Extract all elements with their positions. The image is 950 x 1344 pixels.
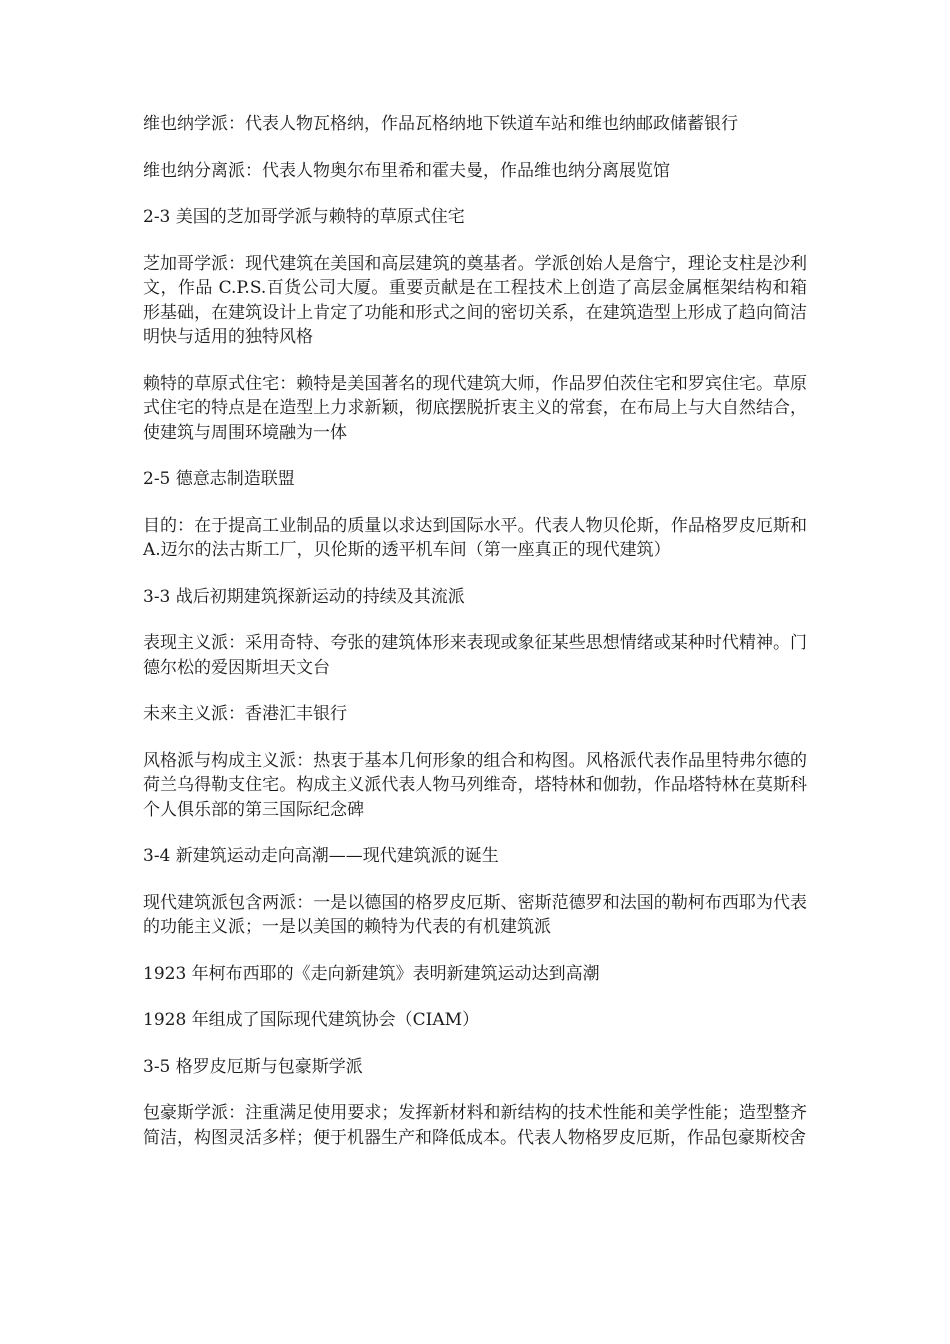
section-heading-3-3: 3-3 战后初期建筑探新运动的持续及其流派 [143,586,465,607]
section-heading-2-3: 2-3 美国的芝加哥学派与赖特的草原式住宅 [143,207,465,227]
section-heading-3-4: 3-4 新建筑运动走向高潮——现代建筑派的诞生 [143,846,499,866]
paragraph-vienna-school: 维也纳学派：代表人物瓦格纳，作品瓦格纳地下铁道车站和维也纳邮政储蓄银行 [143,114,738,134]
paragraph-1928: 1928 年组成了国际现代建筑协会（CIAM） [143,1010,480,1030]
paragraph-1923: 1923 年柯布西耶的《走向新建筑》表明新建筑运动达到高潮 [143,963,600,984]
paragraph-werkbund-goal: 目的：在于提高工业制品的质量以求达到国际水平。代表人物贝伦斯，作品格罗皮厄斯和 A.迈尔的法古斯工厂，贝伦斯的透平机车间（第一座真正的现代建筑） [143,515,807,560]
paragraph-vienna-secession: 维也纳分离派：代表人物奥尔布里希和霍夫曼，作品维也纳分离展览馆 [143,160,670,181]
document-page [143,112,807,1172]
section-heading-3-5: 3-5 格罗皮厄斯与包豪斯学派 [143,1056,363,1077]
paragraph-futurism: 未来主义派：香港汇丰银行 [143,704,347,724]
paragraph-bauhaus: 包豪斯学派：注重满足使用要求；发挥新材料和新结构的技术性能和美学性能；造型整齐简洁，构图灵活多样；便于机器生产和降低成本。代表人物格罗皮厄斯，作品包豪斯校舍 [143,1103,807,1148]
paragraph-chicago-school: 芝加哥学派：现代建筑在美国和高层建筑的奠基者。学派创始人是詹宁，理论支柱是沙利文，作品 C.P.S.百货公司大厦。重要贡献是在工程技术上创造了高层金属框架结构和箱形基础，在建筑设计上肯定了功能和形式之间的密切关系，在建筑造型上形成了趋向简洁明快与适用的独特风格 [143,253,807,347]
paragraph-prairie-house: 赖特的草原式住宅：赖特是美国著名的现代建筑大师，作品罗伯茨住宅和罗宾住宅。草原式住宅的特点是在造型上力求新颖，彻底摆脱折衷主义的常套，在布局上与大自然结合，使建筑与周围环境融为一体 [143,373,807,443]
section-heading-2-5: 2-5 德意志制造联盟 [143,469,295,489]
paragraph-de-stijl-constructivism: 风格派与构成主义派：热衷于基本几何形象的组合和构图。风格派代表作品里特弗尔德的荷兰乌得勒支住宅。构成主义派代表人物马列维奇，塔特林和伽勃，作品塔特林在莫斯科个人俱乐部的第三国际纪念碑 [143,750,807,820]
paragraph-expressionism: 表现主义派：采用奇特、夸张的建筑体形来表现或象征某些思想情绪或某种时代精神。门德尔松的爱因斯坦天文台 [143,633,807,678]
paragraph-modern-architecture: 现代建筑派包含两派：一是以德国的格罗皮厄斯、密斯范德罗和法国的勒柯布西耶为代表的功能主义派；一是以美国的赖特为代表的有机建筑派 [143,892,807,937]
